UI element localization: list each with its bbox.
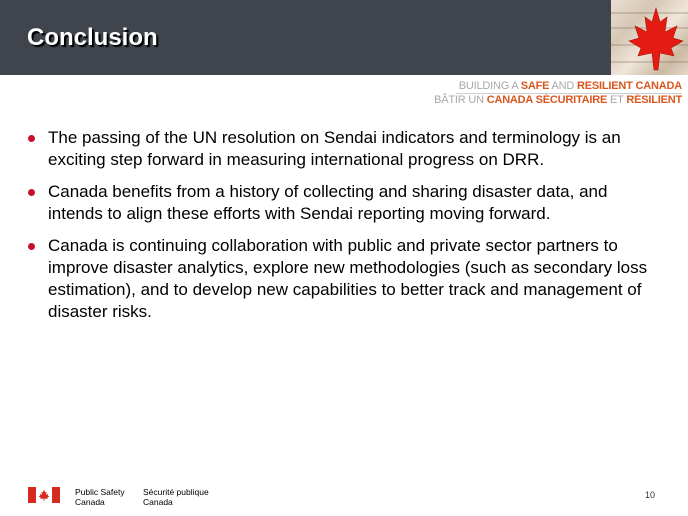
bullet-item bbox=[28, 181, 658, 225]
tagline-english: BUILDING A SAFE AND RESILIENT CANADA bbox=[458, 80, 682, 92]
bullet-dot-icon bbox=[28, 189, 35, 196]
header-bar bbox=[0, 0, 611, 75]
footer-english-wordmark: Public Safety Canada bbox=[75, 487, 125, 507]
slide-title: Conclusion bbox=[27, 24, 158, 51]
canada-flag-icon bbox=[28, 487, 60, 503]
bullet-text: Canada is continuing collaboration with public and private sector partners to improve disaster analytics, explore new methodologies (such as secondary loss estimation), and to develop new capabilities to better track and management of disaster risks. bbox=[48, 236, 648, 321]
bullet-text: Canada benefits from a history of collecting and sharing disaster data, and intends to align these efforts with Sendai reporting moving forward. bbox=[48, 182, 608, 223]
page-number: 10 bbox=[645, 490, 656, 500]
footer-french-wordmark: Sécurité publique Canada bbox=[143, 487, 209, 507]
bullet-text: The passing of the UN resolution on Sendai indicators and terminology is an exciting step forward in measuring international progress on DRR. bbox=[48, 128, 621, 169]
bullet-item bbox=[28, 127, 658, 171]
tagline-french: BÂTIR UN CANADA SÉCURITAIRE ET RÉSILIENT bbox=[434, 94, 682, 106]
maple-leaf-image bbox=[611, 0, 688, 75]
bullet-dot-icon bbox=[28, 243, 35, 250]
tagline-divider bbox=[456, 93, 682, 94]
maple-leaf-icon bbox=[627, 6, 685, 72]
tagline bbox=[434, 79, 682, 107]
bullet-dot-icon bbox=[28, 135, 35, 142]
bullet-list bbox=[28, 127, 658, 333]
bullet-item bbox=[28, 235, 658, 323]
